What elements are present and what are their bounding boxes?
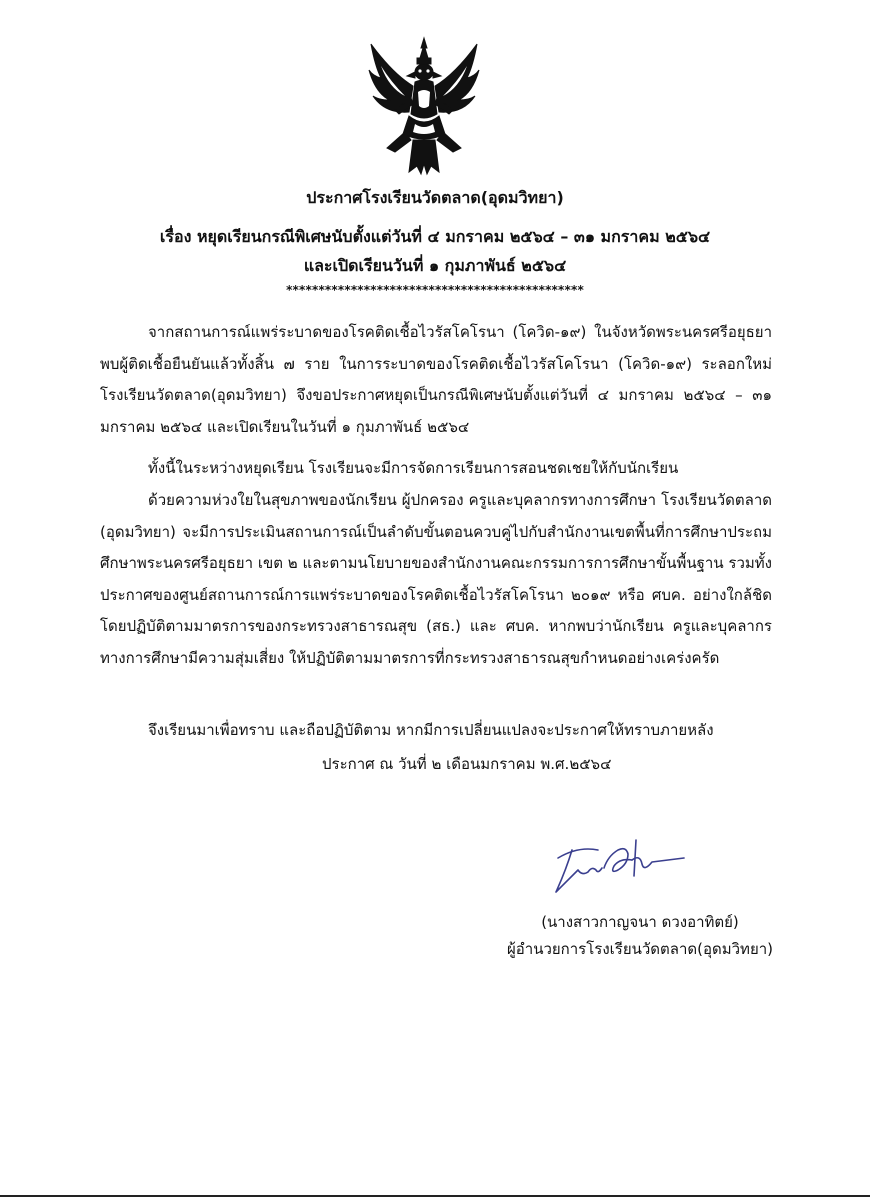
announcement-subject: เรื่อง หยุดเรียนกรณีพิเศษนับตั้งแต่วันที่ ๔ มกราคม ๒๕๖๔ – ๓๑ มกราคม ๒๕๖๔ (159, 227, 711, 246)
announcement-date: ประกาศ ณ วันที่ ๒ เดือนมกราคม พ.ศ.๒๕๖๔ (322, 755, 612, 773)
garuda-emblem-icon (365, 36, 483, 176)
signer-name: (นางสาวกาญจนา ดวงอาทิตย์) (541, 913, 739, 931)
paragraph-compensation: ทั้งนี้ในระหว่างหยุดเรียน โรงเรียนจะมีการจัดการเรียนการสอนชดเชยให้กับนักเรียน (148, 459, 679, 477)
handwritten-signature (548, 836, 688, 898)
paragraph-closing: จึงเรียนมาเพื่อทราบ และถือปฏิบัติตาม หากมีการเปลี่ยนแปลงจะประกาศให้ทราบภายหลัง (148, 721, 714, 739)
announcement-subject-line2: และเปิดเรียนวันที่ ๑ กุมภาพันธ์ ๒๕๖๔ (303, 256, 567, 275)
paragraph-situation: จากสถานการณ์แพร่ระบาดของโรคติดเชื้อไวรัสโคโรนา (โควิด-๑๙) ในจังหวัดพระนครศรีอยุธยา พบผู้ติดเชื้อยืนยันแล้วทั้งสิ้น ๗ ราย ในการระบาดของโรคติดเชื้อไวรัสโคโรนา (โควิด-๑๙) ระลอกใหม่ โรงเรียนวัดตลาด(อุดมวิทยา) จึงขอประกาศหยุดเป็นกรณีพิเศษนับตั้งแต่วันที่ ๔ มกราคม ๒๕๖๔ – ๓๑ มกราคม ๒๕๖๔ และเปิดเรียนในวันที่ ๑ กุมภาพันธ์ ๒๕๖๔ (100, 323, 772, 436)
paragraph-measures: ด้วยความห่วงใยในสุขภาพของนักเรียน ผู้ปกครอง ครูและบุคลากรทางการศึกษา โรงเรียนวัดตลาด (อุดมวิทยา) จะมีการประเมินสถานการณ์เป็นลำดับขั้นตอนควบคู่ไปกับสำนักงานเขตพื้นที่การศึกษาประถมศึกษาพระนครศรีอยุธยา เขต ๒ และตามนโยบายของสำนักงานคณะกรรมการการศึกษาขั้นพื้นฐาน รวมทั้งประกาศของศูนย์สถานการณ์การแพร่ระบาดของโรคติดเชื้อไวรัสโคโรนา ๒๐๑๙ หรือ ศบค. อย่างใกล้ชิด โดยปฏิบัติตามมาตรการของกระทรวงสาธารณสุข (สธ.) และ ศบค. หากพบว่านักเรียน ครูและบุคลากรทางการศึกษามีความสุ่มเสี่ยง ให้ปฏิบัติตามมาตรการที่กระทรวงสาธารณสุขกำหนดอย่างเคร่งครัด (100, 491, 772, 667)
announcement-title: ประกาศโรงเรียนวัดตลาด(อุดมวิทยา) (306, 188, 564, 207)
page-bottom-edge (0, 1195, 870, 1197)
signer-position: ผู้อำนวยการโรงเรียนวัดตลาด(อุดมวิทยา) (506, 940, 774, 958)
asterisk-divider: ********************************************** (286, 283, 584, 297)
